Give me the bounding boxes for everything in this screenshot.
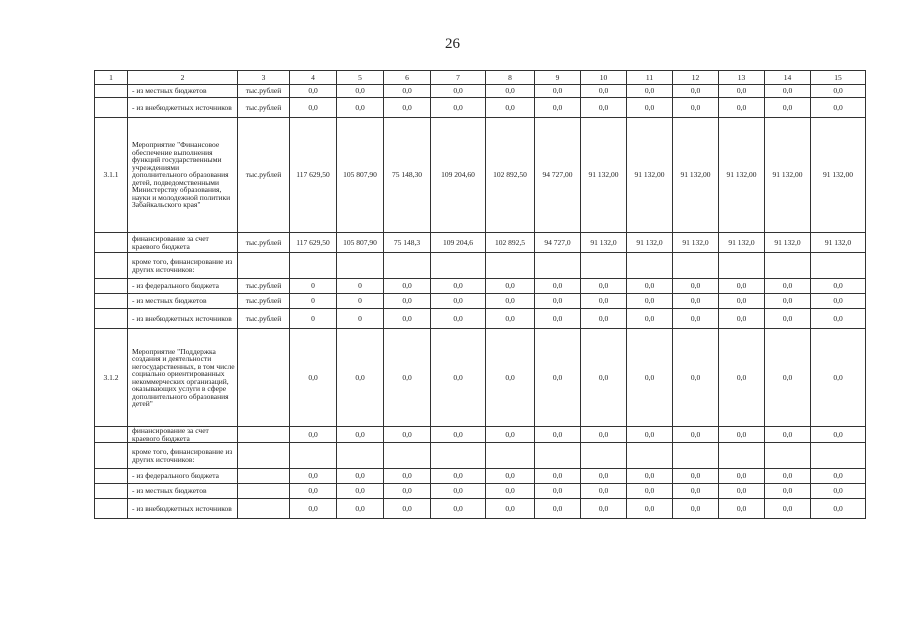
value-cell: 0,0	[486, 469, 535, 484]
value-cell: 0	[290, 294, 337, 309]
value-cell: 0,0	[384, 469, 431, 484]
item-code: 3.1.1	[95, 118, 128, 233]
value-cell: 0,0	[431, 309, 486, 329]
value-cell: 0,0	[431, 279, 486, 294]
value-cell: 0,0	[581, 309, 627, 329]
value-cell: 0,0	[337, 329, 384, 427]
value-cell: 0,0	[535, 85, 581, 98]
item-unit	[238, 329, 290, 427]
item-code	[95, 253, 128, 279]
value-cell: 0,0	[384, 85, 431, 98]
value-cell: 0,0	[337, 85, 384, 98]
value-cell: 0,0	[581, 85, 627, 98]
value-cell: 0,0	[431, 98, 486, 118]
value-cell: 0,0	[431, 499, 486, 519]
header-cell: 3	[238, 71, 290, 85]
item-unit	[238, 499, 290, 519]
item-code	[95, 309, 128, 329]
value-cell: 0,0	[535, 98, 581, 118]
item-unit	[238, 427, 290, 443]
value-cell: 0,0	[627, 85, 673, 98]
value-cell: 0,0	[765, 484, 811, 499]
value-cell: 0,0	[719, 329, 765, 427]
value-cell: 91 132,00	[719, 118, 765, 233]
value-cell: 109 204,6	[431, 233, 486, 253]
table-row	[95, 253, 866, 279]
item-code	[95, 499, 128, 519]
item-unit: тыс.рублей	[238, 233, 290, 253]
header-cell: 6	[384, 71, 431, 85]
value-cell: 0,0	[811, 427, 866, 443]
value-cell: 0,0	[673, 469, 719, 484]
value-cell: 91 132,00	[765, 118, 811, 233]
value-cell: 0,0	[627, 279, 673, 294]
value-cell: 0,0	[811, 469, 866, 484]
value-cell: 0,0	[581, 329, 627, 427]
value-cell	[290, 443, 337, 469]
value-cell: 0	[337, 294, 384, 309]
value-cell: 0,0	[673, 309, 719, 329]
value-cell: 0,0	[431, 484, 486, 499]
value-cell: 0,0	[673, 499, 719, 519]
value-cell: 91 132,00	[627, 118, 673, 233]
page-number: 26	[445, 36, 460, 52]
value-cell: 0,0	[765, 427, 811, 443]
value-cell: 0,0	[384, 329, 431, 427]
value-cell: 0,0	[535, 309, 581, 329]
value-cell: 0,0	[811, 98, 866, 118]
value-cell: 0,0	[486, 427, 535, 443]
value-cell: 91 132,0	[581, 233, 627, 253]
value-cell: 0,0	[290, 98, 337, 118]
table-row	[95, 443, 866, 469]
value-cell: 0,0	[719, 279, 765, 294]
value-cell	[431, 443, 486, 469]
value-cell	[337, 253, 384, 279]
item-name: - из местных бюджетов	[128, 484, 238, 499]
item-unit	[238, 484, 290, 499]
value-cell	[486, 443, 535, 469]
value-cell: 0,0	[765, 309, 811, 329]
item-unit: тыс.рублей	[238, 294, 290, 309]
table-row	[95, 118, 866, 233]
value-cell: 0,0	[486, 98, 535, 118]
header-cell: 12	[673, 71, 719, 85]
value-cell: 94 727,0	[535, 233, 581, 253]
value-cell: 117 629,50	[290, 118, 337, 233]
value-cell: 0,0	[337, 469, 384, 484]
value-cell: 0,0	[535, 279, 581, 294]
header-cell: 10	[581, 71, 627, 85]
header-cell: 15	[811, 71, 866, 85]
value-cell: 0,0	[673, 279, 719, 294]
value-cell	[673, 253, 719, 279]
value-cell: 0,0	[811, 309, 866, 329]
value-cell: 0,0	[719, 469, 765, 484]
value-cell	[765, 443, 811, 469]
value-cell	[627, 443, 673, 469]
value-cell: 0,0	[581, 279, 627, 294]
value-cell: 117 629,50	[290, 233, 337, 253]
header-cell: 7	[431, 71, 486, 85]
value-cell: 0,0	[486, 309, 535, 329]
value-cell: 0,0	[431, 427, 486, 443]
value-cell: 102 892,5	[486, 233, 535, 253]
value-cell: 0,0	[486, 85, 535, 98]
value-cell: 91 132,00	[811, 118, 866, 233]
value-cell: 0,0	[719, 309, 765, 329]
item-unit: тыс.рублей	[238, 309, 290, 329]
value-cell	[431, 253, 486, 279]
value-cell: 91 132,00	[581, 118, 627, 233]
value-cell: 0,0	[290, 484, 337, 499]
value-cell: 0,0	[486, 329, 535, 427]
value-cell: 0,0	[431, 329, 486, 427]
value-cell: 105 807,90	[337, 233, 384, 253]
value-cell	[535, 443, 581, 469]
value-cell: 0,0	[627, 499, 673, 519]
value-cell: 0,0	[337, 98, 384, 118]
value-cell: 0,0	[290, 499, 337, 519]
value-cell: 0,0	[719, 85, 765, 98]
item-code	[95, 469, 128, 484]
item-name: кроме того, финансирование из других источников:	[128, 253, 238, 279]
header-cell: 11	[627, 71, 673, 85]
table-row	[95, 279, 866, 294]
item-name: - из местных бюджетов	[128, 294, 238, 309]
item-code	[95, 233, 128, 253]
item-name: финансирование за счет краевого бюджета	[128, 427, 238, 443]
item-unit	[238, 469, 290, 484]
value-cell: 91 132,0	[811, 233, 866, 253]
value-cell: 0,0	[765, 329, 811, 427]
value-cell: 0,0	[811, 499, 866, 519]
value-cell: 0,0	[486, 294, 535, 309]
value-cell: 109 204,60	[431, 118, 486, 233]
value-cell: 0,0	[486, 499, 535, 519]
value-cell: 0,0	[719, 499, 765, 519]
value-cell	[627, 253, 673, 279]
table-row	[95, 499, 866, 519]
value-cell: 0	[290, 309, 337, 329]
table-row	[95, 85, 866, 98]
item-unit: тыс.рублей	[238, 279, 290, 294]
header-cell: 9	[535, 71, 581, 85]
value-cell: 0,0	[765, 279, 811, 294]
value-cell: 102 892,50	[486, 118, 535, 233]
value-cell: 0,0	[431, 294, 486, 309]
item-unit: тыс.рублей	[238, 85, 290, 98]
value-cell: 0,0	[581, 427, 627, 443]
value-cell: 0,0	[337, 484, 384, 499]
value-cell: 0,0	[627, 329, 673, 427]
item-name: - из местных бюджетов	[128, 85, 238, 98]
value-cell: 0,0	[384, 499, 431, 519]
value-cell: 91 132,0	[673, 233, 719, 253]
value-cell: 0,0	[535, 484, 581, 499]
value-cell: 0,0	[811, 329, 866, 427]
value-cell	[811, 443, 866, 469]
value-cell	[765, 253, 811, 279]
value-cell	[811, 253, 866, 279]
header-cell: 4	[290, 71, 337, 85]
value-cell	[673, 443, 719, 469]
value-cell: 0,0	[627, 309, 673, 329]
value-cell	[581, 253, 627, 279]
item-name: - из внебюджетных источников	[128, 499, 238, 519]
value-cell	[535, 253, 581, 279]
value-cell: 0,0	[290, 329, 337, 427]
value-cell: 0,0	[290, 85, 337, 98]
header-cell: 8	[486, 71, 535, 85]
value-cell: 0,0	[290, 427, 337, 443]
value-cell: 75 148,30	[384, 118, 431, 233]
value-cell: 0,0	[581, 484, 627, 499]
value-cell: 0	[290, 279, 337, 294]
header-cell: 5	[337, 71, 384, 85]
value-cell: 0,0	[719, 484, 765, 499]
value-cell: 0,0	[719, 98, 765, 118]
header-cell: 1	[95, 71, 128, 85]
item-unit: тыс.рублей	[238, 98, 290, 118]
value-cell: 0,0	[673, 98, 719, 118]
value-cell: 0,0	[535, 427, 581, 443]
value-cell: 0,0	[627, 484, 673, 499]
budget-table	[94, 70, 866, 519]
value-cell: 0,0	[384, 484, 431, 499]
value-cell: 0,0	[811, 294, 866, 309]
value-cell: 0,0	[384, 294, 431, 309]
header-row	[95, 71, 866, 85]
value-cell: 0,0	[535, 499, 581, 519]
table-row	[95, 329, 866, 427]
value-cell: 0,0	[811, 85, 866, 98]
value-cell: 105 807,90	[337, 118, 384, 233]
value-cell: 0,0	[535, 294, 581, 309]
table-row	[95, 309, 866, 329]
value-cell: 0,0	[431, 85, 486, 98]
item-code	[95, 484, 128, 499]
value-cell: 0,0	[811, 279, 866, 294]
value-cell: 91 132,0	[627, 233, 673, 253]
value-cell: 75 148,3	[384, 233, 431, 253]
value-cell: 0,0	[673, 484, 719, 499]
value-cell: 0,0	[337, 427, 384, 443]
value-cell: 0,0	[581, 499, 627, 519]
value-cell: 0,0	[673, 85, 719, 98]
value-cell: 0,0	[486, 484, 535, 499]
value-cell: 0,0	[535, 469, 581, 484]
item-name: - из федерального бюджета	[128, 279, 238, 294]
value-cell: 0,0	[765, 294, 811, 309]
value-cell	[384, 253, 431, 279]
value-cell: 0,0	[290, 469, 337, 484]
value-cell	[719, 443, 765, 469]
header-cell: 13	[719, 71, 765, 85]
value-cell: 0,0	[486, 279, 535, 294]
value-cell: 0,0	[627, 98, 673, 118]
item-name: Мероприятие "Поддержка создания и деятельности негосударственных, в том числе социально ориентированных некоммерческих организаций, оказывающих услуги в сфере дополнительного образования детей"	[128, 329, 238, 427]
value-cell	[581, 443, 627, 469]
value-cell: 0,0	[535, 329, 581, 427]
item-unit	[238, 253, 290, 279]
value-cell: 94 727,00	[535, 118, 581, 233]
item-name: кроме того, финансирование из других источников:	[128, 443, 238, 469]
value-cell: 0,0	[719, 294, 765, 309]
value-cell: 0,0	[627, 427, 673, 443]
value-cell: 0,0	[811, 484, 866, 499]
header-cell: 2	[128, 71, 238, 85]
value-cell: 0,0	[627, 469, 673, 484]
value-cell	[719, 253, 765, 279]
item-code	[95, 294, 128, 309]
item-code	[95, 98, 128, 118]
value-cell: 0,0	[581, 98, 627, 118]
item-name: Мероприятие "Финансовое обеспечение выполнения функций государственными учреждениями дополнительного образования детей, подведомственными Министерству образования, науки и молодежной политики Забайкальского края"	[128, 118, 238, 233]
value-cell: 0,0	[673, 427, 719, 443]
value-cell: 91 132,00	[673, 118, 719, 233]
value-cell: 0,0	[384, 309, 431, 329]
value-cell: 0,0	[673, 329, 719, 427]
value-cell: 0,0	[765, 98, 811, 118]
item-unit: тыс.рублей	[238, 118, 290, 233]
table-row	[95, 427, 866, 443]
table-row	[95, 484, 866, 499]
value-cell: 0,0	[765, 499, 811, 519]
value-cell: 0	[337, 309, 384, 329]
item-code	[95, 279, 128, 294]
value-cell	[384, 443, 431, 469]
value-cell: 0,0	[581, 469, 627, 484]
header-cell: 14	[765, 71, 811, 85]
value-cell: 0,0	[719, 427, 765, 443]
table-row	[95, 233, 866, 253]
value-cell: 0,0	[384, 427, 431, 443]
value-cell: 0,0	[581, 294, 627, 309]
item-name: финансирование за счет краевого бюджета	[128, 233, 238, 253]
value-cell: 0,0	[765, 85, 811, 98]
item-code	[95, 85, 128, 98]
item-name: - из федерального бюджета	[128, 469, 238, 484]
item-name: - из внебюджетных источников	[128, 309, 238, 329]
value-cell: 0,0	[627, 294, 673, 309]
item-name: - из внебюджетных источников	[128, 98, 238, 118]
value-cell: 0,0	[384, 98, 431, 118]
item-code: 3.1.2	[95, 329, 128, 427]
item-code	[95, 443, 128, 469]
value-cell: 0,0	[765, 469, 811, 484]
value-cell: 0,0	[431, 469, 486, 484]
table-row	[95, 98, 866, 118]
table-row	[95, 469, 866, 484]
value-cell: 91 132,0	[719, 233, 765, 253]
item-code	[95, 427, 128, 443]
table-row	[95, 294, 866, 309]
value-cell: 0,0	[673, 294, 719, 309]
value-cell: 91 132,0	[765, 233, 811, 253]
value-cell	[290, 253, 337, 279]
value-cell	[337, 443, 384, 469]
item-unit	[238, 443, 290, 469]
value-cell: 0	[337, 279, 384, 294]
value-cell: 0,0	[384, 279, 431, 294]
value-cell	[486, 253, 535, 279]
value-cell: 0,0	[337, 499, 384, 519]
